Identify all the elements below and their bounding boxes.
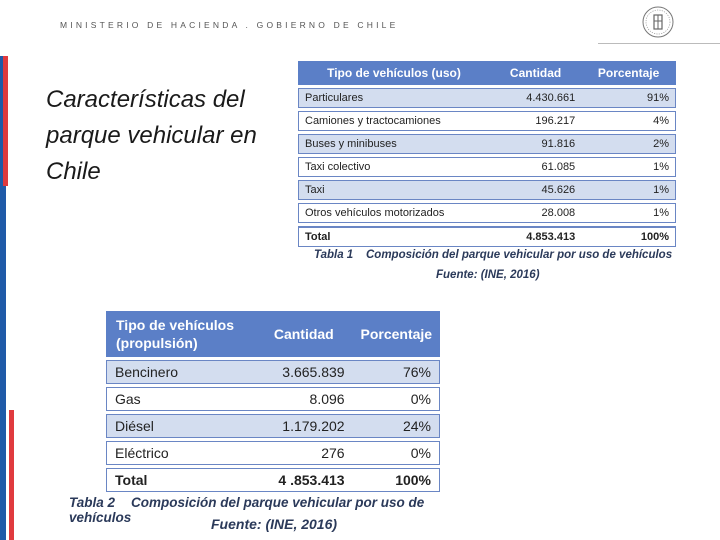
table-cell: 91.816 [490,134,581,154]
table-cell: 0% [353,441,440,465]
ministry-header: MINISTERIO DE HACIENDA . GOBIERNO DE CHILE [60,20,399,30]
table-row [298,157,676,177]
red-accent-mark-top [3,56,8,186]
table-1-source: Fuente: (INE, 2016) [436,269,540,281]
left-accent-strip-bottom [0,296,6,540]
table-cell: 4.430.661 [490,88,581,108]
table-1-header-quantity: Cantidad [490,61,581,85]
table-cell: Particulares [298,88,490,108]
table-cell: Total [106,468,255,492]
table-cell: Buses y minibuses [298,134,490,154]
table-row [298,134,676,154]
table-row [106,387,440,411]
table-total-row [298,226,676,247]
table-row [106,414,440,438]
table-cell: 28.008 [490,203,581,223]
table-2-header-type: Tipo de vehículos (propulsión) [106,311,255,357]
table-1-header-type: Tipo de vehículos (uso) [298,61,490,85]
table-cell: 100% [353,468,440,492]
table-cell: 4 .853.413 [255,468,353,492]
table-cell: Camiones y tractocamiones [298,111,490,131]
table-row [298,88,676,108]
table-cell: 276 [255,441,353,465]
table-cell: 1% [581,180,676,200]
table-cell: 24% [353,414,440,438]
chile-government-seal-icon [642,6,674,38]
table-cell: 4% [581,111,676,131]
table-cell: Taxi [298,180,490,200]
table-cell: Total [298,226,490,247]
table-2-header-quantity: Cantidad [255,311,353,357]
table-cell: 61.085 [490,157,581,177]
table-1 [298,58,676,250]
table-2-caption-text: Composición del parque vehicular por uso de vehículos [69,495,425,525]
table-1-caption-label: Tabla 1 [314,249,354,261]
table-cell: Bencinero [106,360,255,384]
table-2 [106,308,440,495]
table-cell: 1% [581,157,676,177]
red-accent-mark-bottom [9,410,14,540]
table-cell: Eléctrico [106,441,255,465]
header-divider [598,43,720,44]
table-row [106,360,440,384]
table-cell: 4.853.413 [490,226,581,247]
table-cell: 0% [353,387,440,411]
table-cell: 76% [353,360,440,384]
table-row [298,203,676,223]
table-total-row [106,468,440,492]
table-1-header-percent: Porcentaje [581,61,676,85]
table-row [298,111,676,131]
table-2-header-percent: Porcentaje [353,311,440,357]
table-row [298,180,676,200]
table-2-image [40,290,486,540]
table-1-frame [298,58,676,250]
table-cell: 196.217 [490,111,581,131]
table-cell: 2% [581,134,676,154]
table-cell: 91% [581,88,676,108]
slide-title: Características del parque vehicular en Chile [46,86,257,185]
table-cell: 1.179.202 [255,414,353,438]
table-cell: Otros vehículos motorizados [298,203,490,223]
table-cell: Diésel [106,414,255,438]
table-1-caption-text: Composición del parque vehicular por uso de vehículos [366,249,673,261]
table-2-caption-label: Tabla 2 [69,495,116,510]
table-1-caption [314,249,672,261]
table-row [106,441,440,465]
table-cell: 45.626 [490,180,581,200]
table-cell: 3.665.839 [255,360,353,384]
table-cell: Gas [106,387,255,411]
table-2-source: Fuente: (INE, 2016) [211,516,338,532]
table-cell: 100% [581,226,676,247]
table-cell: 1% [581,203,676,223]
table-1-image [286,48,684,288]
table-cell: Taxi colectivo [298,157,490,177]
table-2-frame [106,308,440,495]
table-cell: 8.096 [255,387,353,411]
